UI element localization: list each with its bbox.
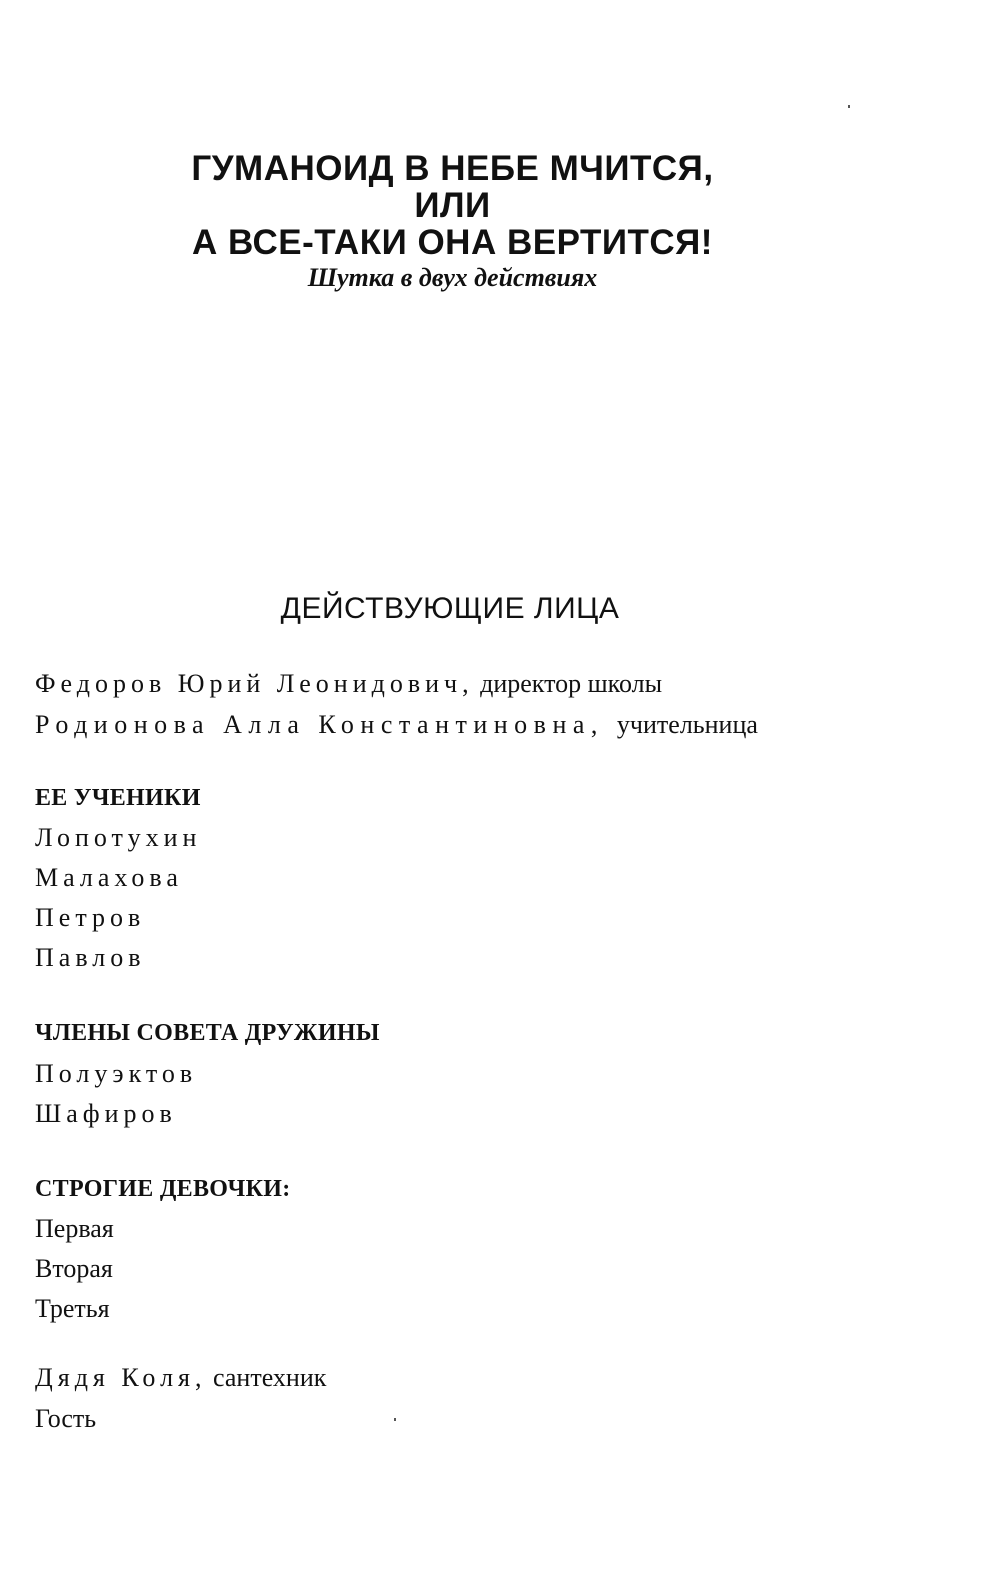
subtitle: Шутка в двух действиях <box>307 263 598 292</box>
title-line-3: А ВСЕ-ТАКИ ОНА ВЕРТИТСЯ! <box>192 223 713 262</box>
title-line-2: ИЛИ <box>414 186 491 225</box>
character-name: Родионова Алла Константиновна, <box>35 710 604 739</box>
cast-entry: Павлов <box>35 943 146 972</box>
character-role: сантехник <box>213 1363 327 1392</box>
character-role: учительница <box>616 710 758 739</box>
cast-entry: Первая <box>35 1214 114 1243</box>
cast-entry-director <box>35 668 662 700</box>
character-name: Федоров Юрий Леонидович, <box>35 669 474 698</box>
play-title-block <box>0 150 905 295</box>
cast-entry-teacher <box>35 709 758 741</box>
title-line-1: ГУМАНОИД В НЕБЕ МЧИТСЯ, <box>191 149 714 188</box>
character-name: Дядя Коля, <box>35 1363 207 1392</box>
group-heading-council: ЧЛЕНЫ СОВЕТА ДРУЖИНЫ <box>35 1020 380 1046</box>
cast-entry: Лопотухин <box>35 823 202 852</box>
cast-entry: Петров <box>35 903 146 932</box>
scan-speck <box>394 1418 396 1421</box>
cast-entry: Третья <box>35 1294 110 1323</box>
group-heading-pupils: ЕЕ УЧЕНИКИ <box>35 785 201 811</box>
cast-entry: Вторая <box>35 1254 113 1283</box>
cast-entry: Полуэктов <box>35 1059 198 1088</box>
cast-entry: Малахова <box>35 863 183 892</box>
scan-speck <box>848 105 850 108</box>
group-heading-girls: СТРОГИЕ ДЕВОЧКИ: <box>35 1176 291 1202</box>
cast-entry: Шафиров <box>35 1099 177 1128</box>
cast-entry-guest <box>35 1403 96 1435</box>
character-name: Гость <box>35 1404 97 1433</box>
cast-entry-plumber <box>35 1362 326 1394</box>
character-role: директор школы <box>480 669 663 698</box>
cast-heading: ДЕЙСТВУЮЩИЕ ЛИЦА <box>280 592 620 625</box>
